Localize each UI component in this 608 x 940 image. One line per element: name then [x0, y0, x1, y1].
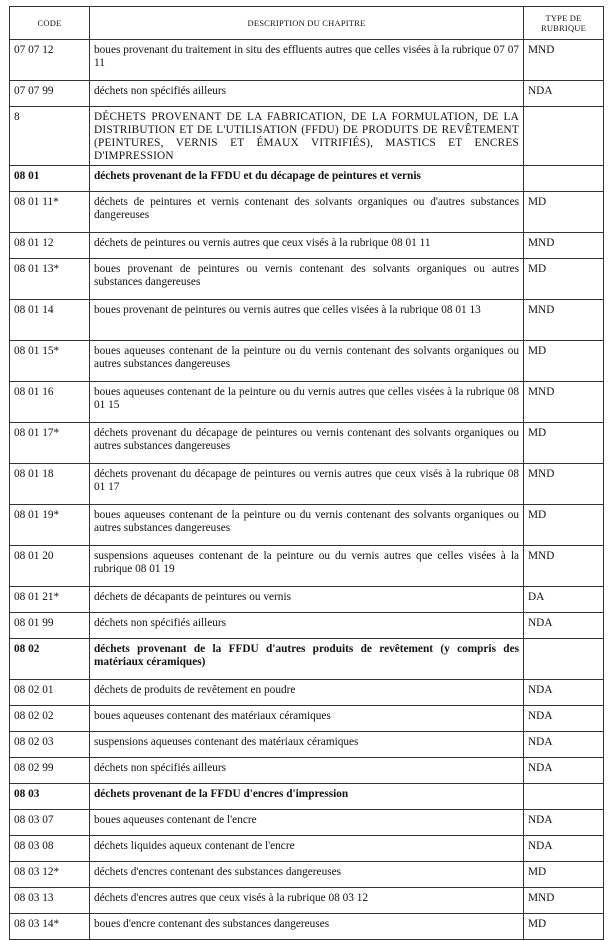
type-cell: NDA: [524, 836, 604, 862]
description-cell: déchets non spécifiés ailleurs: [90, 758, 524, 784]
waste-code-cell: 08 02 03: [10, 732, 90, 758]
type-cell: [524, 166, 604, 192]
table-row: [10, 706, 604, 732]
type-cell: NDA: [524, 613, 604, 639]
description-cell: déchets provenant de la FFDU d'encres d'impression: [90, 784, 524, 810]
description-cell: boues aqueuses contenant de la peinture ou du vernis contenant des solvants organiques ou autres substances dangereuses: [90, 505, 524, 546]
description-cell: boues d'encre contenant des substances dangereuses: [90, 914, 524, 940]
waste-code-cell: 08 01 15*: [10, 341, 90, 382]
table-row: [10, 546, 604, 587]
type-cell: MD: [524, 862, 604, 888]
type-cell: MND: [524, 40, 604, 81]
type-cell: [524, 639, 604, 680]
type-cell: MND: [524, 382, 604, 423]
table-row: [10, 107, 604, 166]
table-row: [10, 40, 604, 81]
waste-code-cell: 08 03 13: [10, 888, 90, 914]
type-cell: MD: [524, 914, 604, 940]
document-page: [9, 6, 603, 940]
type-cell: MD: [524, 423, 604, 464]
description-cell: déchets provenant du décapage de peintures ou vernis contenant des solvants organiques ou autres substances dangereuses: [90, 423, 524, 464]
description-cell: boues provenant de peintures ou vernis autres que celles visées à la rubrique 08 01 13: [90, 300, 524, 341]
description-cell: déchets provenant de la FFDU d'autres produits de revêtement (y compris des matériaux céramiques): [90, 639, 524, 680]
type-column-header: TYPE DE RUBRIQUE: [524, 7, 604, 40]
waste-code-cell: 08 01 21*: [10, 587, 90, 613]
table-row: [10, 758, 604, 784]
waste-code-cell: 07 07 12: [10, 40, 90, 81]
type-cell: NDA: [524, 680, 604, 706]
table-row: [10, 613, 604, 639]
type-cell: MND: [524, 888, 604, 914]
table-row: [10, 233, 604, 259]
type-cell: NDA: [524, 758, 604, 784]
waste-code-cell: 08 01 16: [10, 382, 90, 423]
waste-code-cell: 07 07 99: [10, 81, 90, 107]
description-cell: déchets non spécifiés ailleurs: [90, 81, 524, 107]
type-cell: MD: [524, 341, 604, 382]
table-row: [10, 505, 604, 546]
waste-code-cell: 08 01 14: [10, 300, 90, 341]
description-column-header: DESCRIPTION DU CHAPITRE: [90, 7, 524, 40]
description-cell: suspensions aqueuses contenant des matériaux céramiques: [90, 732, 524, 758]
table-row: [10, 862, 604, 888]
waste-code-cell: 08 01 17*: [10, 423, 90, 464]
type-cell: MND: [524, 464, 604, 505]
table-row: [10, 836, 604, 862]
code-column-header: CODE: [10, 7, 90, 40]
table-row: [10, 810, 604, 836]
waste-code-cell: 08 01 18: [10, 464, 90, 505]
table-row: [10, 587, 604, 613]
waste-code-cell: 08 01 20: [10, 546, 90, 587]
waste-code-cell: 08 01 12: [10, 233, 90, 259]
table-row: [10, 341, 604, 382]
type-cell: MD: [524, 259, 604, 300]
description-cell: déchets provenant de la FFDU et du décapage de peintures et vernis: [90, 166, 524, 192]
type-cell: MND: [524, 233, 604, 259]
type-cell: [524, 784, 604, 810]
description-cell: boues aqueuses contenant de la peinture ou du vernis contenant des solvants organiques ou autres substances dangereuses: [90, 341, 524, 382]
description-cell: déchets d'encres autres que ceux visés à la rubrique 08 03 12: [90, 888, 524, 914]
waste-code-cell: 08 03 07: [10, 810, 90, 836]
waste-code-cell: 08 03 14*: [10, 914, 90, 940]
type-cell: NDA: [524, 810, 604, 836]
waste-code-cell: 8: [10, 107, 90, 166]
table-header-row: [10, 7, 604, 40]
table-row: [10, 382, 604, 423]
waste-code-cell: 08 02 01: [10, 680, 90, 706]
waste-code-cell: 08 01 19*: [10, 505, 90, 546]
type-cell: [524, 107, 604, 166]
waste-code-cell: 08 01 13*: [10, 259, 90, 300]
table-row: [10, 81, 604, 107]
description-cell: boues aqueuses contenant des matériaux céramiques: [90, 706, 524, 732]
table-row: [10, 639, 604, 680]
table-row: [10, 192, 604, 233]
type-cell: MND: [524, 546, 604, 587]
description-cell: déchets liquides aqueux contenant de l'encre: [90, 836, 524, 862]
waste-code-cell: 08 01: [10, 166, 90, 192]
table-row: [10, 914, 604, 940]
table-row: [10, 732, 604, 758]
table-row: [10, 300, 604, 341]
description-cell: déchets de peintures ou vernis autres que ceux visés à la rubrique 08 01 11: [90, 233, 524, 259]
type-cell: MD: [524, 505, 604, 546]
type-cell: NDA: [524, 706, 604, 732]
description-cell: déchets d'encres contenant des substances dangereuses: [90, 862, 524, 888]
waste-code-cell: 08 01 99: [10, 613, 90, 639]
type-cell: NDA: [524, 732, 604, 758]
type-cell: MD: [524, 192, 604, 233]
table-row: [10, 464, 604, 505]
description-cell: DÉCHETS PROVENANT DE LA FABRICATION, DE LA FORMULATION, DE LA DISTRIBUTION ET DE L'UTILISATION (FFDU) DE PRODUITS DE REVÊTEMENT (PEINTURES, VERNIS ET ÉMAUX VITRIFIÉS), MASTICS ET ENCRES D'IMPRESSION: [90, 107, 524, 166]
waste-code-cell: 08 03: [10, 784, 90, 810]
waste-code-cell: 08 01 11*: [10, 192, 90, 233]
description-cell: boues provenant du traitement in situ des effluents autres que celles visées à la rubrique 07 07 11: [90, 40, 524, 81]
table-row: [10, 423, 604, 464]
table-row: [10, 680, 604, 706]
description-cell: déchets provenant du décapage de peintures ou vernis autres que ceux visés à la rubrique 08 01 17: [90, 464, 524, 505]
waste-code-cell: 08 03 08: [10, 836, 90, 862]
description-cell: déchets non spécifiés ailleurs: [90, 613, 524, 639]
waste-code-cell: 08 02: [10, 639, 90, 680]
table-row: [10, 784, 604, 810]
type-cell: DA: [524, 587, 604, 613]
waste-code-table: [9, 6, 604, 940]
description-cell: déchets de peintures et vernis contenant des solvants organiques ou d'autres substances dangereuses: [90, 192, 524, 233]
description-cell: boues aqueuses contenant de la peinture ou du vernis autres que celles visées à la rubrique 08 01 15: [90, 382, 524, 423]
description-cell: déchets de décapants de peintures ou vernis: [90, 587, 524, 613]
description-cell: boues aqueuses contenant de l'encre: [90, 810, 524, 836]
waste-code-cell: 08 02 99: [10, 758, 90, 784]
table-row: [10, 166, 604, 192]
waste-code-cell: 08 03 12*: [10, 862, 90, 888]
description-cell: déchets de produits de revêtement en poudre: [90, 680, 524, 706]
table-row: [10, 888, 604, 914]
table-row: [10, 259, 604, 300]
waste-code-cell: 08 02 02: [10, 706, 90, 732]
description-cell: boues provenant de peintures ou vernis contenant des solvants organiques ou autres substances dangereuses: [90, 259, 524, 300]
description-cell: suspensions aqueuses contenant de la peinture ou du vernis autres que celles visées à la rubrique 08 01 19: [90, 546, 524, 587]
type-cell: MND: [524, 300, 604, 341]
type-cell: NDA: [524, 81, 604, 107]
